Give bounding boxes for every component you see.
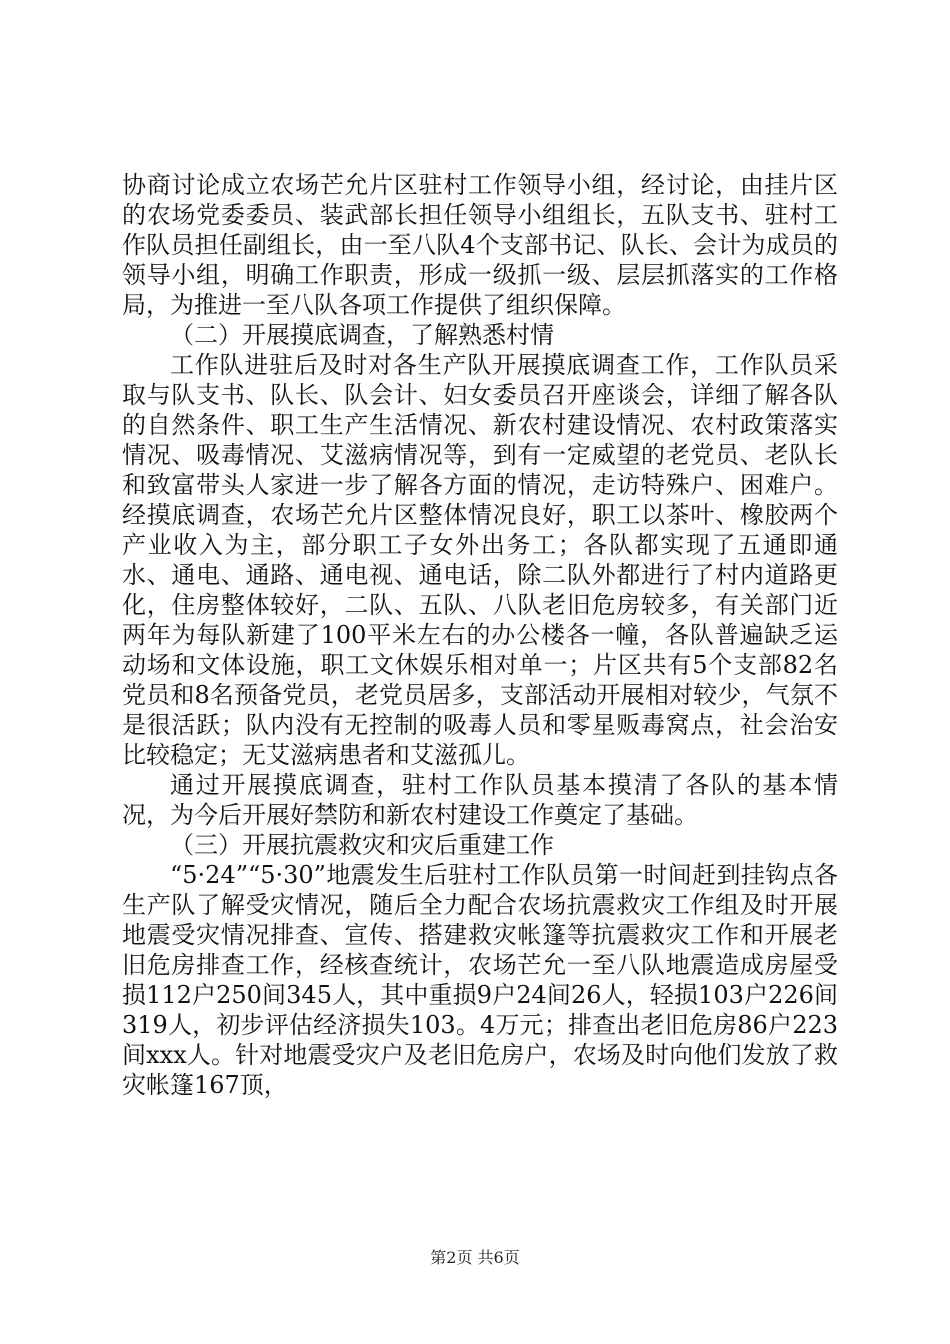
paragraph-leadership-group: 协商讨论成立农场芒允片区驻村工作领导小组，经讨论，由挂片区的农场党委委员、装武部长担任领导小组组长，五队支书、驻村工作队员担任副组长，由一至八队4个支部书记、队长、会计为成员的领导小组，明确工作职责，形成一级抓一级、层层抓落实的工作格局，为推进一至八队各项工作提供了组织保障。 xyxy=(122,171,838,319)
section-heading-survey: （二）开展摸底调查，了解熟悉村情 xyxy=(170,321,554,349)
paragraph-survey-result: 通过开展摸底调查，驻村工作队员基本摸清了各队的基本情况，为今后开展好禁防和新农村建设工作奠定了基础。 xyxy=(122,771,838,829)
page-number-footer: 第2页 共6页 xyxy=(430,1248,520,1267)
paragraph-earthquake-relief: “5·24”“5·30”地震发生后驻村工作队员第一时间赶到挂钩点各生产队了解受灾情况，随后全力配合农场抗震救灾工作组及时开展地震受灾情况排查、宣传、搭建救灾帐篷等抗震救灾工作和开展老旧危房排查工作，经核查统计，农场芒允一至八队地震造成房屋受损112户250间345人，其中重损9户24间26人，轻损103户226间319人，初步评估经济损失103。4万元；排查出老旧危房86户223间xxx人。针对地震受灾户及老旧危房户，农场及时向他们发放了救灾帐篷167顶， xyxy=(122,861,838,1099)
section-heading-earthquake: （三）开展抗震救灾和灾后重建工作 xyxy=(170,831,554,859)
document-body xyxy=(122,170,838,1100)
paragraph-survey-details: 工作队进驻后及时对各生产队开展摸底调查工作，工作队员采取与队支书、队长、队会计、妇女委员召开座谈会，详细了解各队的自然条件、职工生产生活情况、新农村建设情况、农村政策落实情况、吸毒情况、艾滋病情况等，到有一定威望的老党员、老队长和致富带头人家进一步了解各方面的情况，走访特殊户、困难户。经摸底调查，农场芒允片区整体情况良好，职工以茶叶、橡胶两个产业收入为主，部分职工子女外出务工；各队都实现了五通即通水、通电、通路、通电视、通电话，除二队外都进行了村内道路更化，住房整体较好，二队、五队、八队老旧危房较多，有关部门近两年为每队新建了100平米左右的办公楼各一幢，各队普遍缺乏运动场和文体设施，职工文休娱乐相对单一；片区共有5个支部82名党员和8名预备党员，老党员居多，支部活动开展相对较少，气氛不是很活跃；队内没有无控制的吸毒人员和零星贩毒窝点，社会治安比较稳定；无艾滋病患者和艾滋孤儿。 xyxy=(122,351,838,769)
